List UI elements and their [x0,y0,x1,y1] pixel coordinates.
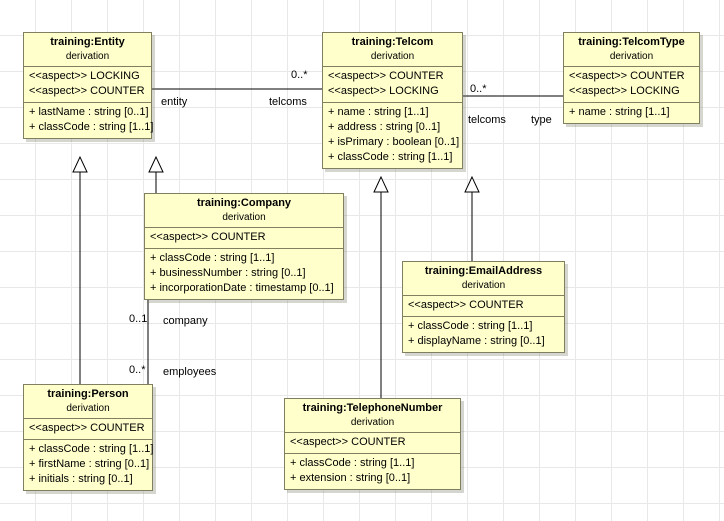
class-aspects [24,419,152,439]
class-attributes [24,440,152,490]
class-attributes [24,103,154,138]
class-aspect-row: <<aspect>> COUNTER [290,436,406,448]
class-attribute-row: + classCode : string [1..1] [328,151,453,163]
class-aspects [323,67,462,102]
class-attribute-row: + name : string [1..1] [569,106,670,118]
class-aspects [24,67,151,102]
generalization-arrowhead-person-entity [73,157,87,172]
class-aspect-row: <<aspect>> LOCKING [328,85,439,97]
class-attribute-row: + initials : string [0..1] [29,473,133,485]
class-attribute-row: + incorporationDate : timestamp [0..1] [150,282,334,294]
class-aspect-row: <<aspect>> COUNTER [29,85,145,97]
class-attributes [564,103,699,123]
class-title: training:TelcomType [578,36,685,48]
class-box-training-person[interactable] [23,384,153,491]
class-title: training:Entity [50,36,125,48]
class-box-training-telcomtype[interactable] [563,32,700,124]
edge-role-type: type [531,114,552,126]
class-aspect-row: <<aspect>> COUNTER [569,70,685,82]
class-box-training-emailaddress[interactable] [402,261,565,353]
class-aspect-row: <<aspect>> COUNTER [150,231,266,243]
class-attributes [403,317,564,352]
edge-multiplicity-telcomtype: 0..* [470,83,487,95]
class-box-training-telcom[interactable] [322,32,463,169]
edge-multiplicity-employees: 0..* [129,364,146,376]
class-title: training:Company [196,197,292,209]
class-box-training-company[interactable] [144,193,344,300]
edge-multiplicity-company: 0..1 [129,313,148,325]
class-attribute-row: + name : string [1..1] [328,106,429,118]
class-aspect-row: <<aspect>> COUNTER [29,422,145,434]
edge-role-telcoms-left: telcoms [269,96,307,108]
class-aspect-row: <<aspect>> LOCKING [29,70,140,82]
class-stereotype: derivation [66,403,110,414]
edge-role-employees: employees [163,366,217,378]
generalization-arrowhead-telephonenumber-telcom [374,177,388,192]
class-attribute-row: + lastName : string [0..1] [29,106,149,118]
class-stereotype: derivation [370,51,415,62]
edge-role-entity: entity [161,96,188,108]
class-attribute-row: + firstName : string [0..1] [29,458,150,470]
class-attribute-row: + classCode : string [1..1] [408,320,533,332]
class-title: training:EmailAddress [424,265,543,277]
class-stereotype: derivation [461,280,506,291]
class-title: training:TelephoneNumber [302,402,443,414]
class-attributes [323,103,462,168]
class-attribute-row: + extension : string [0..1] [290,472,411,484]
class-attribute-row: + displayName : string [0..1] [408,335,545,347]
class-aspects [285,433,460,453]
edge-role-telcoms-right: telcoms [468,114,506,126]
class-box-training-telephonenumber[interactable] [284,398,461,490]
class-aspect-row: <<aspect>> COUNTER [408,299,524,311]
class-attribute-row: + classCode : string [1..1] [290,457,415,469]
class-attribute-row: + classCode : string [1..1] [29,121,154,133]
edge-multiplicity-telcoms-entity: 0..* [291,69,308,81]
class-stereotype: derivation [65,51,110,62]
class-stereotype: derivation [609,51,654,62]
class-attribute-row: + address : string [0..1] [328,121,441,133]
class-attribute-row: + classCode : string [1..1] [29,443,154,455]
class-attribute-row: + isPrimary : boolean [0..1] [328,136,460,148]
class-aspects [403,296,564,316]
class-box-training-entity[interactable] [23,32,152,139]
class-attributes [145,249,343,299]
edge-role-company: company [163,315,208,327]
class-title: training:Person [47,388,129,400]
class-aspect-row: <<aspect>> COUNTER [328,70,444,82]
class-title: training:Telcom [351,36,434,48]
class-stereotype: derivation [222,212,266,223]
generalization-arrowhead-emailaddress-telcom [465,177,479,192]
generalization-arrowhead-company-entity [149,157,163,172]
class-aspect-row: <<aspect>> LOCKING [569,85,680,97]
class-aspects [145,228,343,248]
class-stereotype: derivation [350,417,395,428]
class-attributes [285,454,460,489]
class-attribute-row: + businessNumber : string [0..1] [150,267,306,279]
class-aspects [564,67,699,102]
class-attribute-row: + classCode : string [1..1] [150,252,275,264]
